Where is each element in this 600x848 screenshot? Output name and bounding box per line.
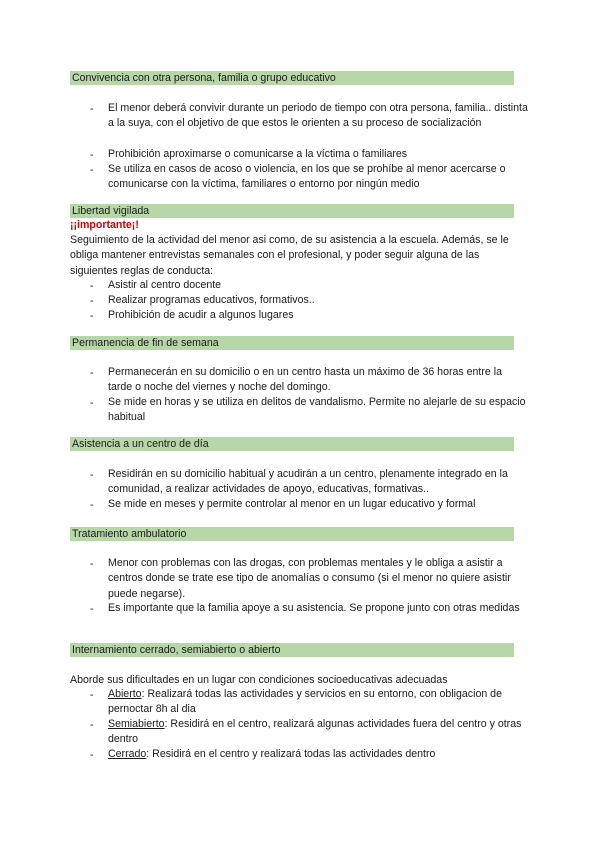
- bullet-dash: -: [90, 367, 94, 379]
- section-heading-asistencia: Asistencia a un centro de día: [70, 437, 514, 451]
- bullet-dash: -: [90, 397, 94, 409]
- bullet-dash: -: [90, 469, 94, 481]
- bullet-dash: -: [90, 103, 94, 115]
- term-semiabierto: Semiabierto: [108, 718, 165, 730]
- term-cerrado: Cerrado: [108, 748, 147, 760]
- bullet-dash: -: [90, 280, 94, 292]
- section-heading-permanencia: Permanencia de fin de semana: [70, 336, 514, 350]
- section-heading-internamiento: Internamiento cerrado, semiabierto o abierto: [70, 643, 514, 657]
- list-item: Se mide en meses y permite controlar al menor en un lugar educativo y formal: [108, 498, 476, 510]
- bullet-dash: -: [90, 295, 94, 307]
- list-item: Realizar programas educativos, formativos..: [108, 294, 315, 306]
- bullet-dash: -: [90, 499, 94, 511]
- list-item: Es importante que la familia apoye a su asistencia. Se propone junto con otras medidas: [108, 602, 520, 614]
- list-item: Prohibición de acudir a algunos lugares: [108, 309, 294, 321]
- list-item: Permanecerán en su domicilio o en un centro hasta un máximo de 36 horas entre la tarde o noche del viernes y noche del domingo.: [108, 366, 502, 394]
- bullet-dash: -: [90, 310, 94, 322]
- list-item: Menor con problemas con las drogas, con problemas mentales y le obliga a asistir a centros donde se trate ese tipo de anomalías o consumo (si el menor no quiere asistir puede negarse).: [108, 557, 511, 600]
- list-item: Se utiliza en casos de acoso o violencia, en los que se prohíbe al menor acercarse o comunicarse con la víctima, familiares o entorno por ningún medio: [108, 163, 506, 191]
- term-description: : Residirá en el centro, realizará algunas actividades fuera del centro y otras dentro: [108, 718, 522, 746]
- list-item: Prohibición aproximarse o comunicarse a la víctima o familiares: [108, 148, 408, 160]
- section-heading-tratamiento: Tratamiento ambulatorio: [70, 527, 514, 541]
- bullet-dash: -: [90, 603, 94, 615]
- section-heading-convivencia: Convivencia con otra persona, familia o grupo educativo: [70, 71, 514, 85]
- list-item: El menor deberá convivir durante un periodo de tiempo con otra persona, familia.. distinta a la suya, con el objetivo de que estos le orienten a su proceso de socialización: [108, 102, 528, 130]
- important-note: ¡¡importante¡!: [70, 219, 139, 231]
- section-description: Seguimiento de la actividad del menor asi como, de su asistencia a la escuela. Además, se le obliga mantener entrevistas semanales con el profesional, y poder seguir alguna de las siguientes reglas de conducta:: [70, 234, 509, 277]
- bullet-dash: -: [90, 164, 94, 176]
- list-item: Se mide en horas y se utiliza en delitos de vandalismo. Permite no alejarle de su espacio habitual: [108, 396, 526, 424]
- term-description: : Realizará todas las actividades y servicios en su entorno, con obligacion de pernoctar 8h al dia: [108, 688, 502, 716]
- bullet-dash: -: [90, 149, 94, 161]
- list-item: [108, 717, 528, 748]
- bullet-dash: -: [90, 558, 94, 570]
- term-description: : Residirá en el centro y realizará todas las actividades dentro: [146, 748, 436, 760]
- bullet-dash: -: [90, 689, 94, 701]
- list-item: [108, 747, 528, 762]
- bullet-dash: -: [90, 719, 94, 731]
- list-item: Asistir al centro docente: [108, 279, 222, 291]
- bullet-dash: -: [90, 749, 94, 761]
- list-item: Residirán en su domicilio habitual y acudirán a un centro, plenamente integrado en la comunidad, a realizar actividades de apoyo, educativas, formativas..: [108, 468, 508, 496]
- list-item: [108, 687, 528, 718]
- section-heading-libertad: Libertad vigilada: [70, 204, 514, 218]
- term-abierto: Abierto: [108, 688, 142, 700]
- section-intro: Aborde sus dificultades en un lugar con condiciones socioeducativas adecuadas: [70, 674, 448, 686]
